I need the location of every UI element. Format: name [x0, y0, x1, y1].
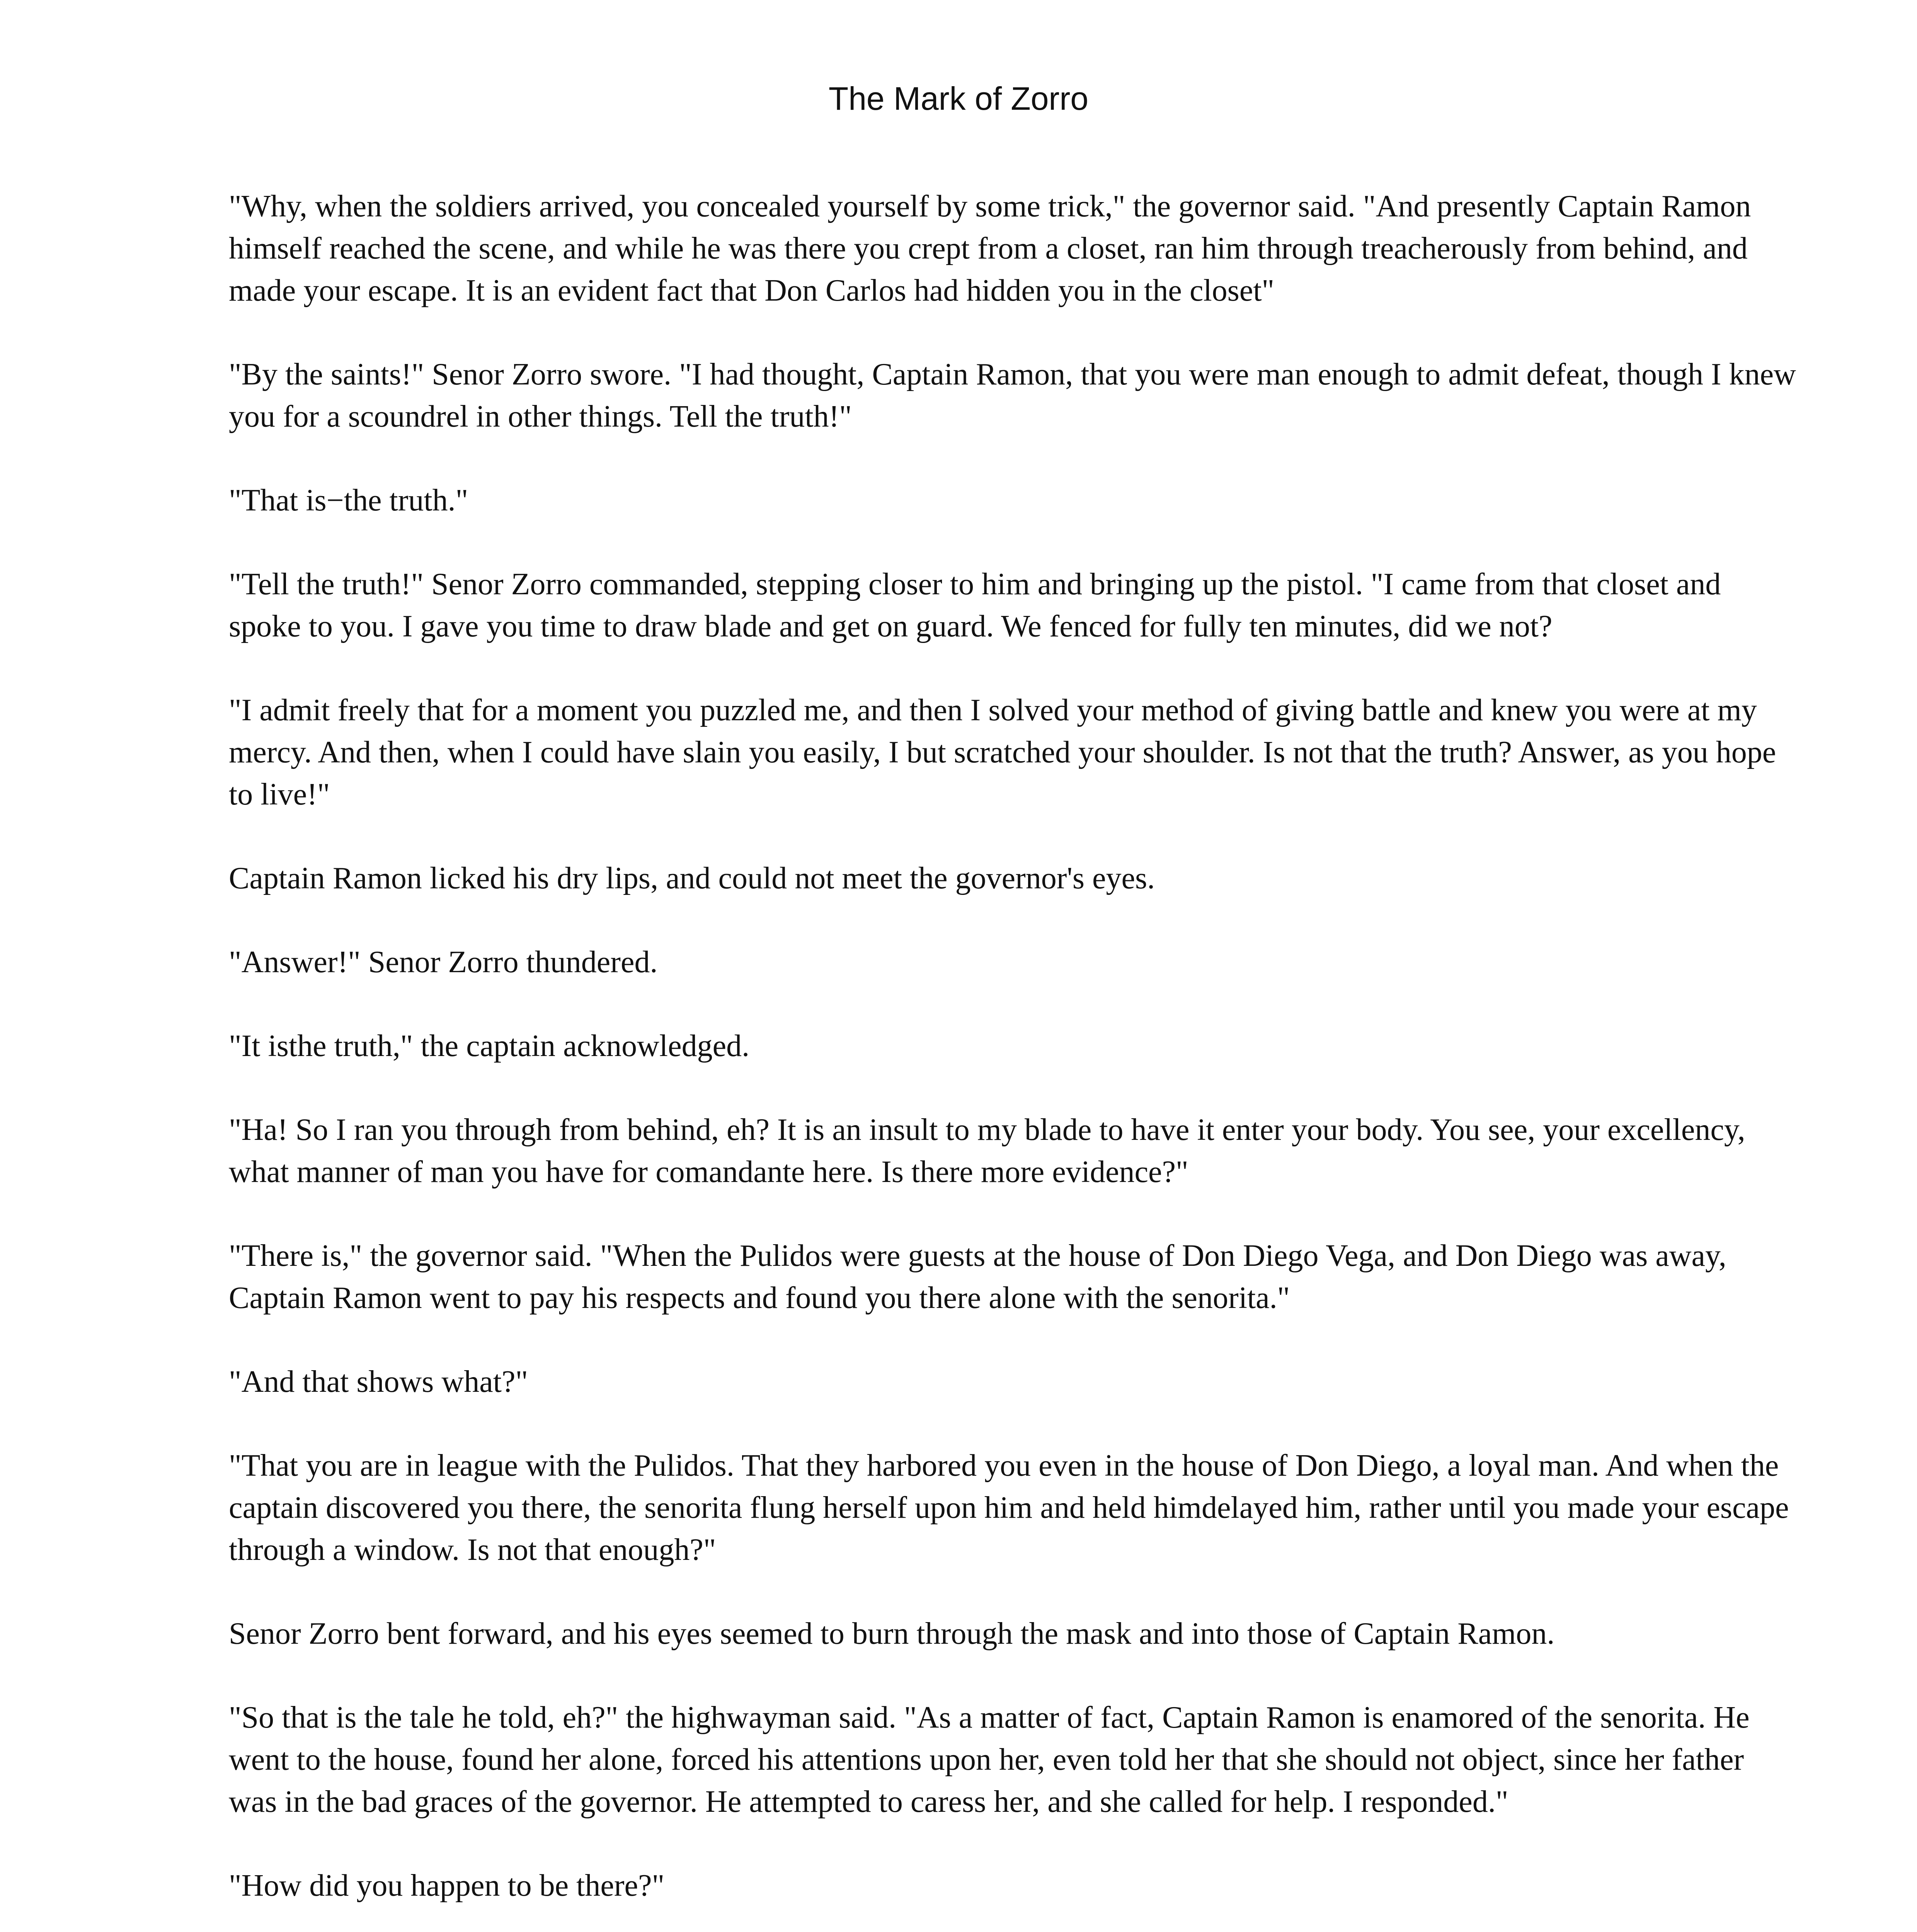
paragraph: "So that is the tale he told, eh?" the highwayman said. "As a matter of fact, Captain Ramon is enamored of the senorita. He went to the house, found her alone, forced his attentions upon her, even told her that she should not object, since her father was in the bad graces of the governor. He attempted to caress her, and she called for help. I responded."	[229, 1701, 1750, 1819]
paragraph: "By the saints!" Senor Zorro swore. "I had thought, Captain Ramon, that you were man enough to admit defeat, though I knew you for a scoundrel in other things. Tell the truth!"	[229, 357, 1796, 434]
paragraph: "How did you happen to be there?"	[229, 1869, 665, 1903]
paragraph: "Why, when the soldiers arrived, you concealed yourself by some trick," the governor said. "And presently Captain Ramon himself reached the scene, and while he was there you crept from a closet, ran him through treacherously from behind, and made your escape. It is an evident fact that Don Carlos had hidden you in the closet"	[229, 189, 1751, 308]
paragraph: Captain Ramon licked his dry lips, and could not meet the governor's eyes.	[229, 861, 1155, 895]
paragraph: Senor Zorro bent forward, and his eyes seemed to burn through the mask and into those of Captain Ramon.	[229, 1617, 1555, 1651]
paragraph: "That is−the truth."	[229, 483, 468, 517]
paragraph: "I admit freely that for a moment you puzzled me, and then I solved your method of giving battle and knew you were at my mercy. And then, when I could have slain you easily, I but scratched your shoulder. Is not that the truth? Answer, as you hope to live!"	[229, 693, 1776, 811]
paragraph: "There is," the governor said. "When the Pulidos were guests at the house of Don Diego Vega, and Don Diego was away, Captain Ramon went to pay his respects and found you there alone with the senorita."	[229, 1239, 1726, 1315]
page-body	[229, 185, 1798, 1932]
paragraph: "And that shows what?"	[229, 1365, 528, 1399]
paragraph: "Answer!" Senor Zorro thundered.	[229, 945, 658, 979]
paragraph: "It isthe truth," the captain acknowledged.	[229, 1029, 750, 1063]
paragraph: "Ha! So I ran you through from behind, eh? It is an insult to my blade to have it enter your body. You see, your excellency, what manner of man you have for comandante here. Is there more evidence?"	[229, 1113, 1745, 1189]
paragraph: "Tell the truth!" Senor Zorro commanded, stepping closer to him and bringing up the pistol. "I came from that closet and spoke to you. I gave you time to draw blade and get on guard. We fenced for fully ten minutes, did we not?	[229, 567, 1721, 643]
paragraph: "That you are in league with the Pulidos. That they harbored you even in the house of Don Diego, a loyal man. And when the captain discovered you there, the senorita flung herself upon him and held himdelayed him, rather until you made your escape through a window. Is not that enough?"	[229, 1449, 1789, 1567]
running-header-title: The Mark of Zorro	[828, 80, 1089, 117]
